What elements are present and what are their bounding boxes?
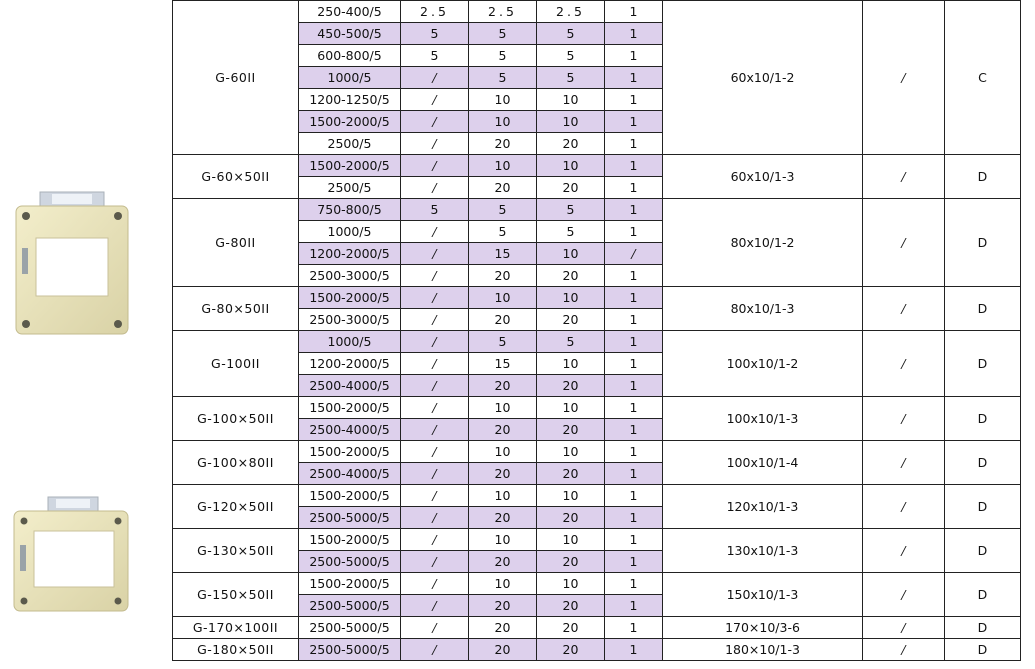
col-f-cell: D (945, 617, 1021, 639)
value-b-cell: 5 (469, 331, 537, 353)
value-c-cell: 20 (537, 463, 605, 485)
value-a-cell: / (401, 331, 469, 353)
value-a-cell: / (401, 177, 469, 199)
value-d-cell: 1 (605, 331, 663, 353)
value-a-cell: / (401, 67, 469, 89)
value-b-cell: 2.5 (469, 1, 537, 23)
value-b-cell: 20 (469, 617, 537, 639)
ratio-cell: 1500-2000/5 (299, 155, 401, 177)
value-c-cell: 10 (537, 243, 605, 265)
table-row (173, 639, 1021, 661)
value-d-cell: 1 (605, 529, 663, 551)
col-e-cell: / (863, 529, 945, 573)
value-a-cell: / (401, 133, 469, 155)
ratio-cell: 2500-5000/5 (299, 617, 401, 639)
busbar-cell: 150x10/1-3 (663, 573, 863, 617)
value-b-cell: 20 (469, 639, 537, 661)
value-b-cell: 5 (469, 45, 537, 67)
value-b-cell: 10 (469, 397, 537, 419)
value-d-cell: 1 (605, 67, 663, 89)
ratio-cell: 1500-2000/5 (299, 485, 401, 507)
col-f-cell: D (945, 397, 1021, 441)
value-a-cell: 5 (401, 199, 469, 221)
value-b-cell: 10 (469, 529, 537, 551)
value-c-cell: 20 (537, 617, 605, 639)
col-e-cell: / (863, 199, 945, 287)
busbar-cell: 60x10/1-2 (663, 1, 863, 155)
value-a-cell: / (401, 529, 469, 551)
value-a-cell: / (401, 353, 469, 375)
model-cell: G-170×100II (173, 617, 299, 639)
value-a-cell: / (401, 287, 469, 309)
ratio-cell: 2500/5 (299, 177, 401, 199)
table-row (173, 397, 1021, 419)
value-d-cell: 1 (605, 155, 663, 177)
col-e-cell: / (863, 485, 945, 529)
ratio-cell: 450-500/5 (299, 23, 401, 45)
col-e-cell: / (863, 1, 945, 155)
ratio-cell: 2500-4000/5 (299, 375, 401, 397)
value-d-cell: 1 (605, 89, 663, 111)
ratio-cell: 2500-5000/5 (299, 639, 401, 661)
value-a-cell: / (401, 441, 469, 463)
value-c-cell: 20 (537, 309, 605, 331)
value-d-cell: 1 (605, 463, 663, 485)
col-e-cell: / (863, 441, 945, 485)
value-d-cell: 1 (605, 133, 663, 155)
ratio-cell: 1000/5 (299, 221, 401, 243)
busbar-cell: 80x10/1-2 (663, 199, 863, 287)
ratio-cell: 2500-4000/5 (299, 463, 401, 485)
spec-table-body (173, 1, 1021, 661)
value-d-cell: 1 (605, 617, 663, 639)
value-a-cell: / (401, 89, 469, 111)
table-row (173, 199, 1021, 221)
ratio-cell: 1500-2000/5 (299, 529, 401, 551)
value-b-cell: 20 (469, 177, 537, 199)
value-a-cell: 5 (401, 45, 469, 67)
ratio-cell: 1500-2000/5 (299, 397, 401, 419)
value-b-cell: 20 (469, 133, 537, 155)
value-c-cell: 5 (537, 221, 605, 243)
value-d-cell: 1 (605, 309, 663, 331)
value-d-cell: 1 (605, 199, 663, 221)
ratio-cell: 1200-2000/5 (299, 243, 401, 265)
ratio-cell: 250-400/5 (299, 1, 401, 23)
ratio-cell: 2500-5000/5 (299, 551, 401, 573)
value-d-cell: 1 (605, 177, 663, 199)
value-b-cell: 5 (469, 67, 537, 89)
value-c-cell: 20 (537, 507, 605, 529)
value-b-cell: 10 (469, 485, 537, 507)
col-f-cell: D (945, 155, 1021, 199)
col-e-cell: / (863, 287, 945, 331)
value-b-cell: 20 (469, 309, 537, 331)
ratio-cell: 1500-2000/5 (299, 111, 401, 133)
value-c-cell: 5 (537, 331, 605, 353)
value-d-cell: 1 (605, 551, 663, 573)
value-d-cell: 1 (605, 595, 663, 617)
value-d-cell: 1 (605, 287, 663, 309)
col-e-cell: / (863, 573, 945, 617)
value-c-cell: 20 (537, 595, 605, 617)
col-e-cell: / (863, 639, 945, 661)
value-a-cell: / (401, 463, 469, 485)
value-d-cell: 1 (605, 639, 663, 661)
value-d-cell: 1 (605, 353, 663, 375)
value-d-cell: 1 (605, 23, 663, 45)
table-row (173, 155, 1021, 177)
ratio-cell: 2500-5000/5 (299, 595, 401, 617)
value-c-cell: 20 (537, 419, 605, 441)
value-c-cell: 10 (537, 353, 605, 375)
value-c-cell: 10 (537, 111, 605, 133)
value-b-cell: 10 (469, 111, 537, 133)
value-b-cell: 20 (469, 419, 537, 441)
value-b-cell: 10 (469, 155, 537, 177)
value-a-cell: / (401, 573, 469, 595)
col-f-cell: D (945, 485, 1021, 529)
value-b-cell: 20 (469, 507, 537, 529)
value-c-cell: 10 (537, 89, 605, 111)
value-d-cell: 1 (605, 441, 663, 463)
busbar-cell: 60x10/1-3 (663, 155, 863, 199)
value-b-cell: 20 (469, 375, 537, 397)
value-c-cell: 10 (537, 573, 605, 595)
value-b-cell: 20 (469, 265, 537, 287)
value-b-cell: 10 (469, 89, 537, 111)
value-c-cell: 10 (537, 529, 605, 551)
value-a-cell: / (401, 485, 469, 507)
value-a-cell: / (401, 397, 469, 419)
value-a-cell: / (401, 309, 469, 331)
value-d-cell: 1 (605, 375, 663, 397)
value-c-cell: 10 (537, 155, 605, 177)
value-a-cell: / (401, 639, 469, 661)
value-a-cell: / (401, 595, 469, 617)
ratio-cell: 2500/5 (299, 133, 401, 155)
col-f-cell: D (945, 441, 1021, 485)
col-f-cell: D (945, 199, 1021, 287)
value-a-cell: 2.5 (401, 1, 469, 23)
value-a-cell: / (401, 265, 469, 287)
value-d-cell: 1 (605, 419, 663, 441)
value-b-cell: 20 (469, 595, 537, 617)
model-cell: G-60II (173, 1, 299, 155)
ratio-cell: 2500-3000/5 (299, 265, 401, 287)
busbar-cell: 120x10/1-3 (663, 485, 863, 529)
value-c-cell: 2.5 (537, 1, 605, 23)
busbar-cell: 130x10/1-3 (663, 529, 863, 573)
value-c-cell: 20 (537, 133, 605, 155)
value-d-cell: 1 (605, 397, 663, 419)
value-d-cell: 1 (605, 111, 663, 133)
value-b-cell: 20 (469, 551, 537, 573)
table-row (173, 573, 1021, 595)
ratio-cell: 1200-1250/5 (299, 89, 401, 111)
col-f-cell: D (945, 331, 1021, 397)
ratio-cell: 750-800/5 (299, 199, 401, 221)
ratio-cell: 1200-2000/5 (299, 353, 401, 375)
col-f-cell: D (945, 639, 1021, 661)
col-f-cell: D (945, 287, 1021, 331)
value-c-cell: 10 (537, 397, 605, 419)
table-row (173, 485, 1021, 507)
value-c-cell: 20 (537, 551, 605, 573)
value-d-cell: 1 (605, 573, 663, 595)
value-c-cell: 5 (537, 23, 605, 45)
busbar-cell: 170×10/3-6 (663, 617, 863, 639)
value-b-cell: 5 (469, 221, 537, 243)
table-row (173, 331, 1021, 353)
ratio-cell: 1500-2000/5 (299, 441, 401, 463)
ratio-cell: 1500-2000/5 (299, 573, 401, 595)
model-cell: G-100×80II (173, 441, 299, 485)
value-c-cell: 5 (537, 67, 605, 89)
col-f-cell: C (945, 1, 1021, 155)
spec-table (172, 0, 1021, 661)
ratio-cell: 1000/5 (299, 331, 401, 353)
value-c-cell: 20 (537, 265, 605, 287)
model-cell: G-150×50II (173, 573, 299, 617)
value-b-cell: 5 (469, 23, 537, 45)
col-f-cell: D (945, 529, 1021, 573)
value-a-cell: / (401, 221, 469, 243)
value-c-cell: 10 (537, 441, 605, 463)
model-cell: G-180×50II (173, 639, 299, 661)
value-c-cell: 20 (537, 375, 605, 397)
value-d-cell: 1 (605, 1, 663, 23)
current-transformer-wide-photo (10, 495, 132, 615)
value-c-cell: 20 (537, 639, 605, 661)
value-b-cell: 10 (469, 441, 537, 463)
current-transformer-photo (12, 188, 132, 338)
busbar-cell: 180×10/1-3 (663, 639, 863, 661)
value-b-cell: 20 (469, 463, 537, 485)
value-d-cell: 1 (605, 485, 663, 507)
table-row (173, 1, 1021, 23)
value-b-cell: 15 (469, 243, 537, 265)
value-a-cell: / (401, 243, 469, 265)
value-b-cell: 10 (469, 287, 537, 309)
busbar-cell: 100x10/1-2 (663, 331, 863, 397)
table-row (173, 617, 1021, 639)
value-c-cell: 5 (537, 45, 605, 67)
busbar-cell: 100x10/1-3 (663, 397, 863, 441)
value-c-cell: 10 (537, 287, 605, 309)
col-e-cell: / (863, 155, 945, 199)
ratio-cell: 600-800/5 (299, 45, 401, 67)
ratio-cell: 2500-4000/5 (299, 419, 401, 441)
col-e-cell: / (863, 331, 945, 397)
col-f-cell: D (945, 573, 1021, 617)
table-row (173, 441, 1021, 463)
value-b-cell: 5 (469, 199, 537, 221)
value-d-cell: 1 (605, 221, 663, 243)
col-e-cell: / (863, 617, 945, 639)
model-cell: G-100×50II (173, 397, 299, 441)
ratio-cell: 2500-5000/5 (299, 507, 401, 529)
ratio-cell: 2500-3000/5 (299, 309, 401, 331)
value-d-cell: 1 (605, 265, 663, 287)
value-d-cell: 1 (605, 45, 663, 67)
value-c-cell: 5 (537, 199, 605, 221)
model-cell: G-120×50II (173, 485, 299, 529)
ratio-cell: 1000/5 (299, 67, 401, 89)
value-c-cell: 10 (537, 485, 605, 507)
col-e-cell: / (863, 397, 945, 441)
value-b-cell: 15 (469, 353, 537, 375)
value-a-cell: / (401, 419, 469, 441)
value-d-cell: 1 (605, 507, 663, 529)
value-a-cell: / (401, 155, 469, 177)
model-cell: G-80II (173, 199, 299, 287)
value-a-cell: / (401, 617, 469, 639)
model-cell: G-60×50II (173, 155, 299, 199)
model-cell: G-130×50II (173, 529, 299, 573)
value-d-cell: / (605, 243, 663, 265)
value-a-cell: / (401, 375, 469, 397)
table-row (173, 287, 1021, 309)
model-cell: G-80×50II (173, 287, 299, 331)
value-b-cell: 10 (469, 573, 537, 595)
busbar-cell: 80x10/1-3 (663, 287, 863, 331)
value-c-cell: 20 (537, 177, 605, 199)
table-row (173, 529, 1021, 551)
value-a-cell: 5 (401, 23, 469, 45)
value-a-cell: / (401, 111, 469, 133)
busbar-cell: 100x10/1-4 (663, 441, 863, 485)
value-a-cell: / (401, 551, 469, 573)
model-cell: G-100II (173, 331, 299, 397)
ratio-cell: 1500-2000/5 (299, 287, 401, 309)
value-a-cell: / (401, 507, 469, 529)
